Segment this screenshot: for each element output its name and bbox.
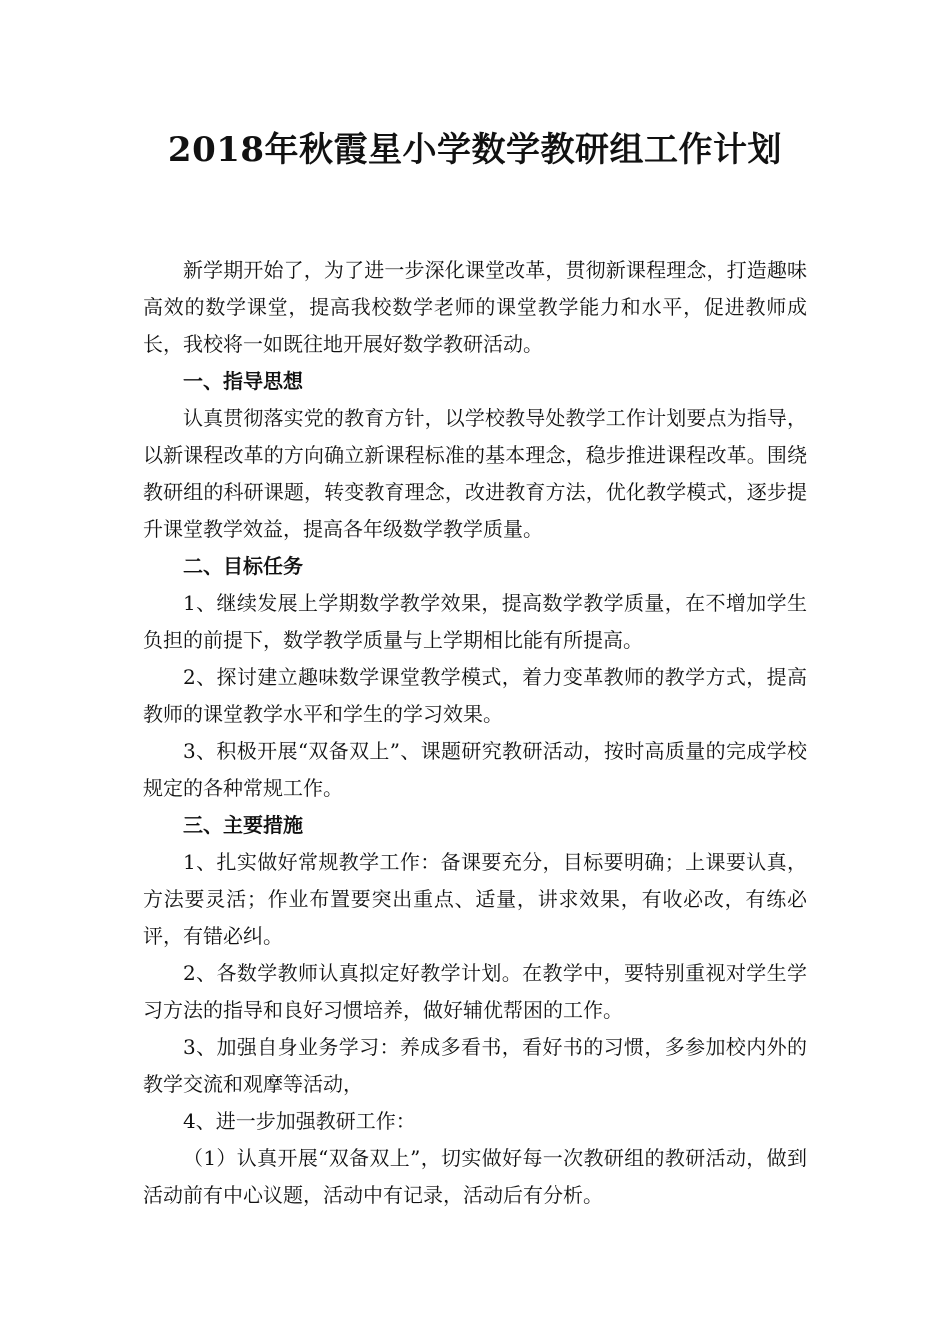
section-heading: 一、指导思想 xyxy=(183,369,303,393)
section-paragraph: 1、继续发展上学期数学教学效果，提高数学教学质量，在不增加学生负担的前提下，数学教学质量与上学期相比能有所提高。 xyxy=(143,591,807,652)
section-paragraph: 3、积极开展“双备双上”、课题研究教研活动，按时高质量的完成学校规定的各种常规工作。 xyxy=(143,739,807,800)
section-paragraph: 3、加强自身业务学习：养成多看书，看好书的习惯，多参加校内外的教学交流和观摩等活动， xyxy=(143,1035,807,1096)
section-paragraph: 1、扎实做好常规教学工作：备课要充分，目标要明确；上课要认真，方法要灵活；作业布置要突出重点、适量，讲求效果，有收必改，有练必评，有错必纠。 xyxy=(143,850,807,948)
section-heading: 二、目标任务 xyxy=(183,554,303,578)
document-title: 2018年秋霞星小学数学教研组工作计划 xyxy=(167,130,783,170)
section-goals-tasks xyxy=(143,548,807,807)
section-guiding-ideology xyxy=(143,363,807,548)
section-paragraph: 4、进一步加强教研工作： xyxy=(183,1109,416,1133)
section-paragraph: （1）认真开展“双备双上”，切实做好每一次教研组的教研活动，做到活动前有中心议题，活动中有记录，活动后有分析。 xyxy=(143,1146,807,1207)
section-paragraph: 2、各数学教师认真拟定好教学计划。在教学中，要特别重视对学生学习方法的指导和良好习惯培养，做好辅优帮困的工作。 xyxy=(143,961,807,1022)
section-paragraph: 2、探讨建立趣味数学课堂教学模式，着力变革教师的教学方式，提高教师的课堂教学水平和学生的学习效果。 xyxy=(143,665,807,726)
document-body xyxy=(143,252,807,1214)
intro-paragraph: 新学期开始了，为了进一步深化课堂改革，贯彻新课程理念，打造趣味高效的数学课堂，提高我校数学老师的课堂教学能力和水平，促进教师成长，我校将一如既往地开展好数学教研活动。 xyxy=(143,258,807,356)
section-heading: 三、主要措施 xyxy=(183,813,303,837)
section-main-measures xyxy=(143,807,807,1214)
section-paragraph: 认真贯彻落实党的教育方针，以学校教导处教学工作计划要点为指导，以新课程改革的方向确立新课程标准的基本理念，稳步推进课程改革。围绕教研组的科研课题，转变教育理念，改进教育方法，优化教学模式，逐步提升课堂教学效益，提高各年级数学教学质量。 xyxy=(143,406,807,541)
